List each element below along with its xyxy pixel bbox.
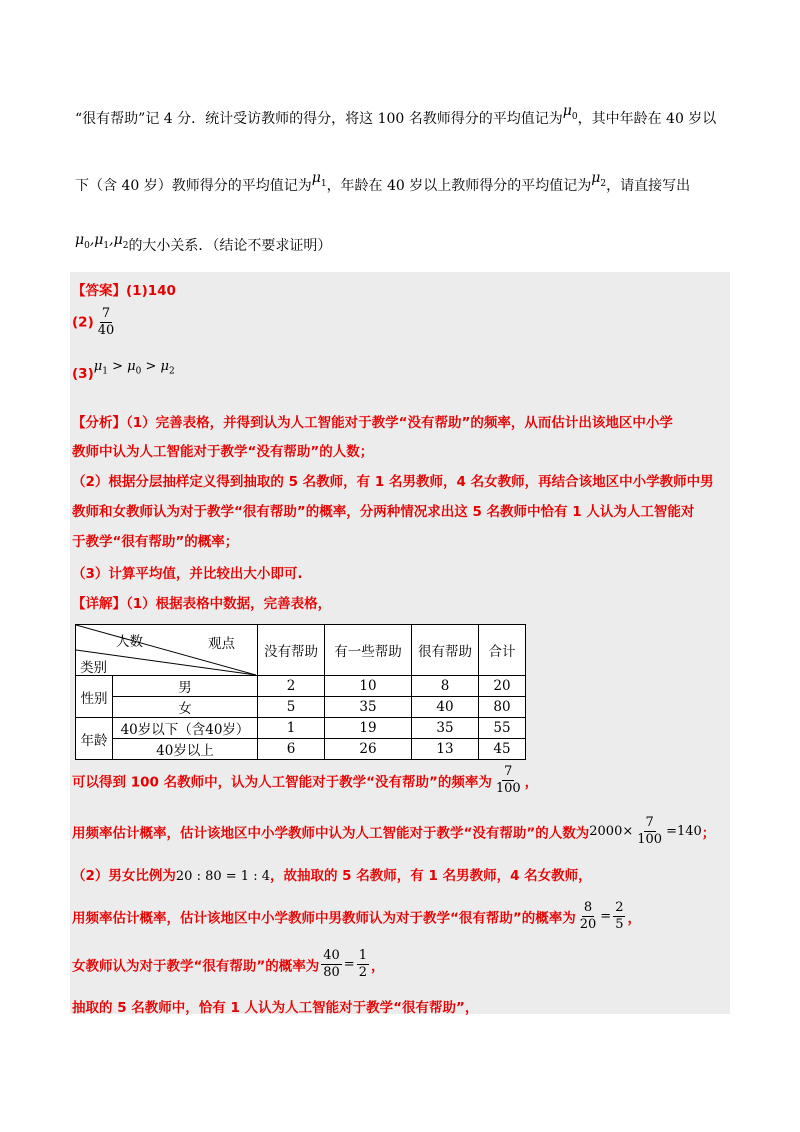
detail-line-2 bbox=[72, 764, 538, 797]
answer-label: 【答案】 bbox=[72, 283, 126, 299]
detail-line-3 bbox=[72, 815, 715, 848]
detail-label: 【详解】 bbox=[72, 596, 126, 612]
equals: = bbox=[600, 909, 612, 924]
detail-line-1 bbox=[72, 592, 331, 612]
fraction-8-20: $\frac{8}{20}$ bbox=[579, 900, 597, 932]
row-label: 男 bbox=[113, 676, 258, 697]
header-very-help: 很有帮助 bbox=[412, 625, 479, 676]
answer-1: (1)140 bbox=[126, 283, 176, 299]
problem-text: 的大小关系．（结论不要求证明） bbox=[128, 238, 332, 254]
punct: ， bbox=[524, 774, 539, 791]
table-cell: 35 bbox=[325, 697, 412, 718]
math-expr: 2000× bbox=[589, 824, 634, 839]
fraction-7-100: $\frac{7}{100}$ bbox=[637, 815, 663, 847]
table-cell: 1 bbox=[258, 718, 325, 739]
answer-3-relation: $\mu_1 > \mu_0 > \mu_2$ bbox=[93, 359, 175, 377]
table-cell: 20 bbox=[479, 676, 526, 697]
table-corner-cell bbox=[76, 625, 258, 676]
table-cell: 55 bbox=[479, 718, 526, 739]
table-cell: 13 bbox=[412, 739, 479, 760]
table-cell: 19 bbox=[325, 718, 412, 739]
fraction-2-5: $\frac{2}{5}$ bbox=[615, 900, 624, 932]
punct: ； bbox=[701, 825, 716, 842]
fraction-7-100: $\frac{7}{100}$ bbox=[495, 764, 521, 796]
problem-text: ，年龄在 40 岁以上教师得分的平均值记为 bbox=[326, 178, 592, 194]
problem-text: ，请直接写出 bbox=[606, 178, 691, 194]
analysis-label: 【分析】 bbox=[72, 415, 126, 431]
table-cell: 35 bbox=[412, 718, 479, 739]
corner-category: 类别 bbox=[80, 660, 107, 676]
equals: = bbox=[343, 957, 355, 972]
punct: ， bbox=[370, 958, 385, 975]
problem-line-1 bbox=[75, 103, 717, 130]
table-cell: 2 bbox=[258, 676, 325, 697]
problem-text: 下（含 40 岁）教师得分的平均值记为 bbox=[75, 178, 312, 194]
answer-line-1 bbox=[72, 279, 176, 299]
row-label: 40岁以上 bbox=[113, 739, 258, 760]
detail-line-4 bbox=[72, 864, 592, 884]
problem-line-2 bbox=[75, 170, 691, 197]
analysis-line-6: （3）计算平均值，并比较出大小即可. bbox=[72, 566, 303, 582]
answer-line-2 bbox=[72, 306, 118, 339]
analysis-line-1 bbox=[72, 411, 673, 431]
detail-text: （2）男女比例为 bbox=[72, 868, 176, 884]
row-label: 40岁以下（含40岁） bbox=[113, 718, 258, 739]
ratio-expr: 20 : 80 = 1 : 4 bbox=[175, 869, 270, 884]
detail-text: ，故抽取的 5 名教师，有 1 名男教师，4 名女教师， bbox=[269, 868, 592, 884]
analysis-line-5: 于教学“很有帮助”的概率； bbox=[72, 534, 239, 550]
table-row bbox=[76, 739, 526, 760]
mu-list: $\mu_0,\mu_1,\mu_2$ bbox=[75, 232, 129, 251]
detail-text: 用频率估计概率，估计该地区中小学教师中男教师认为对于教学“很有帮助”的概率为 bbox=[72, 910, 576, 927]
table-cell: 45 bbox=[479, 739, 526, 760]
corner-people: 人数 bbox=[116, 634, 143, 650]
problem-text: ，其中年龄在 40 岁以 bbox=[577, 111, 717, 127]
detail-text: 女教师认为对于教学“很有帮助”的概率为 bbox=[72, 958, 320, 975]
header-total: 合计 bbox=[479, 625, 526, 676]
detail-line-5 bbox=[72, 900, 641, 933]
table-cell: 10 bbox=[325, 676, 412, 697]
table-row bbox=[76, 676, 526, 697]
table-cell: 5 bbox=[258, 697, 325, 718]
punct: ， bbox=[627, 910, 641, 927]
table-cell: 26 bbox=[325, 739, 412, 760]
group-gender: 性别 bbox=[76, 676, 113, 718]
answer-2-fraction: $\frac{7}{40}$ bbox=[97, 306, 115, 338]
analysis-line-2: 教师中认为人工智能对于教学“没有帮助”的人数； bbox=[72, 444, 374, 460]
detail-text: （1）根据表格中数据，完善表格， bbox=[126, 596, 332, 612]
table-row bbox=[76, 718, 526, 739]
analysis-line-3: （2）根据分层抽样定义得到抽取的 5 名教师，有 1 名男教师，4 名女教师，再结合该地区中小学教师中男 bbox=[72, 474, 714, 490]
math-expr: =140 bbox=[666, 824, 702, 839]
mu0-symbol: $\mu_0$ bbox=[562, 103, 578, 122]
table-cell: 6 bbox=[258, 739, 325, 760]
detail-line-7: 抽取的 5 名教师中，恰有 1 人认为人工智能对于教学“很有帮助”， bbox=[72, 1000, 479, 1016]
header-some-help: 有一些帮助 bbox=[325, 625, 412, 676]
answer-line-3 bbox=[72, 358, 175, 382]
corner-view: 观点 bbox=[208, 636, 235, 652]
fraction-1-2: $\frac{1}{2}$ bbox=[358, 948, 367, 980]
detail-text: 可以得到 100 名教师中，认为人工智能对于教学“没有帮助”的频率为 bbox=[72, 774, 492, 791]
table-row bbox=[76, 697, 526, 718]
answer-3-label: (3) bbox=[72, 366, 94, 382]
mu1-symbol: $\mu_1$ bbox=[311, 170, 327, 189]
problem-text: “很有帮助”记 4 分．统计受访教师的得分，将这 100 名教师得分的平均值记为 bbox=[75, 111, 563, 127]
row-label: 女 bbox=[113, 697, 258, 718]
problem-line-3 bbox=[75, 232, 332, 257]
table-cell: 80 bbox=[479, 697, 526, 718]
answer-2-label: (2) bbox=[72, 314, 94, 331]
detail-text: 用频率估计概率，估计该地区中小学教师中认为人工智能对于教学“没有帮助”的人数为 bbox=[72, 825, 590, 842]
header-no-help: 没有帮助 bbox=[258, 625, 325, 676]
fraction-40-80: $\frac{40}{80}$ bbox=[323, 948, 340, 980]
analysis-text: （1）完善表格，并得到认为人工智能对于教学“没有帮助”的频率，从而估计出该地区中小学 bbox=[126, 415, 673, 431]
group-age: 年龄 bbox=[76, 718, 113, 760]
table-cell: 8 bbox=[412, 676, 479, 697]
analysis-line-4: 教师和女教师认为对于教学“很有帮助”的概率，分两种情况求出这 5 名教师中恰有 1 人认为人工智能对 bbox=[72, 504, 695, 520]
table-cell: 40 bbox=[412, 697, 479, 718]
detail-line-6 bbox=[72, 948, 384, 981]
statistics-table bbox=[75, 624, 526, 760]
mu2-symbol: $\mu_2$ bbox=[591, 170, 607, 189]
